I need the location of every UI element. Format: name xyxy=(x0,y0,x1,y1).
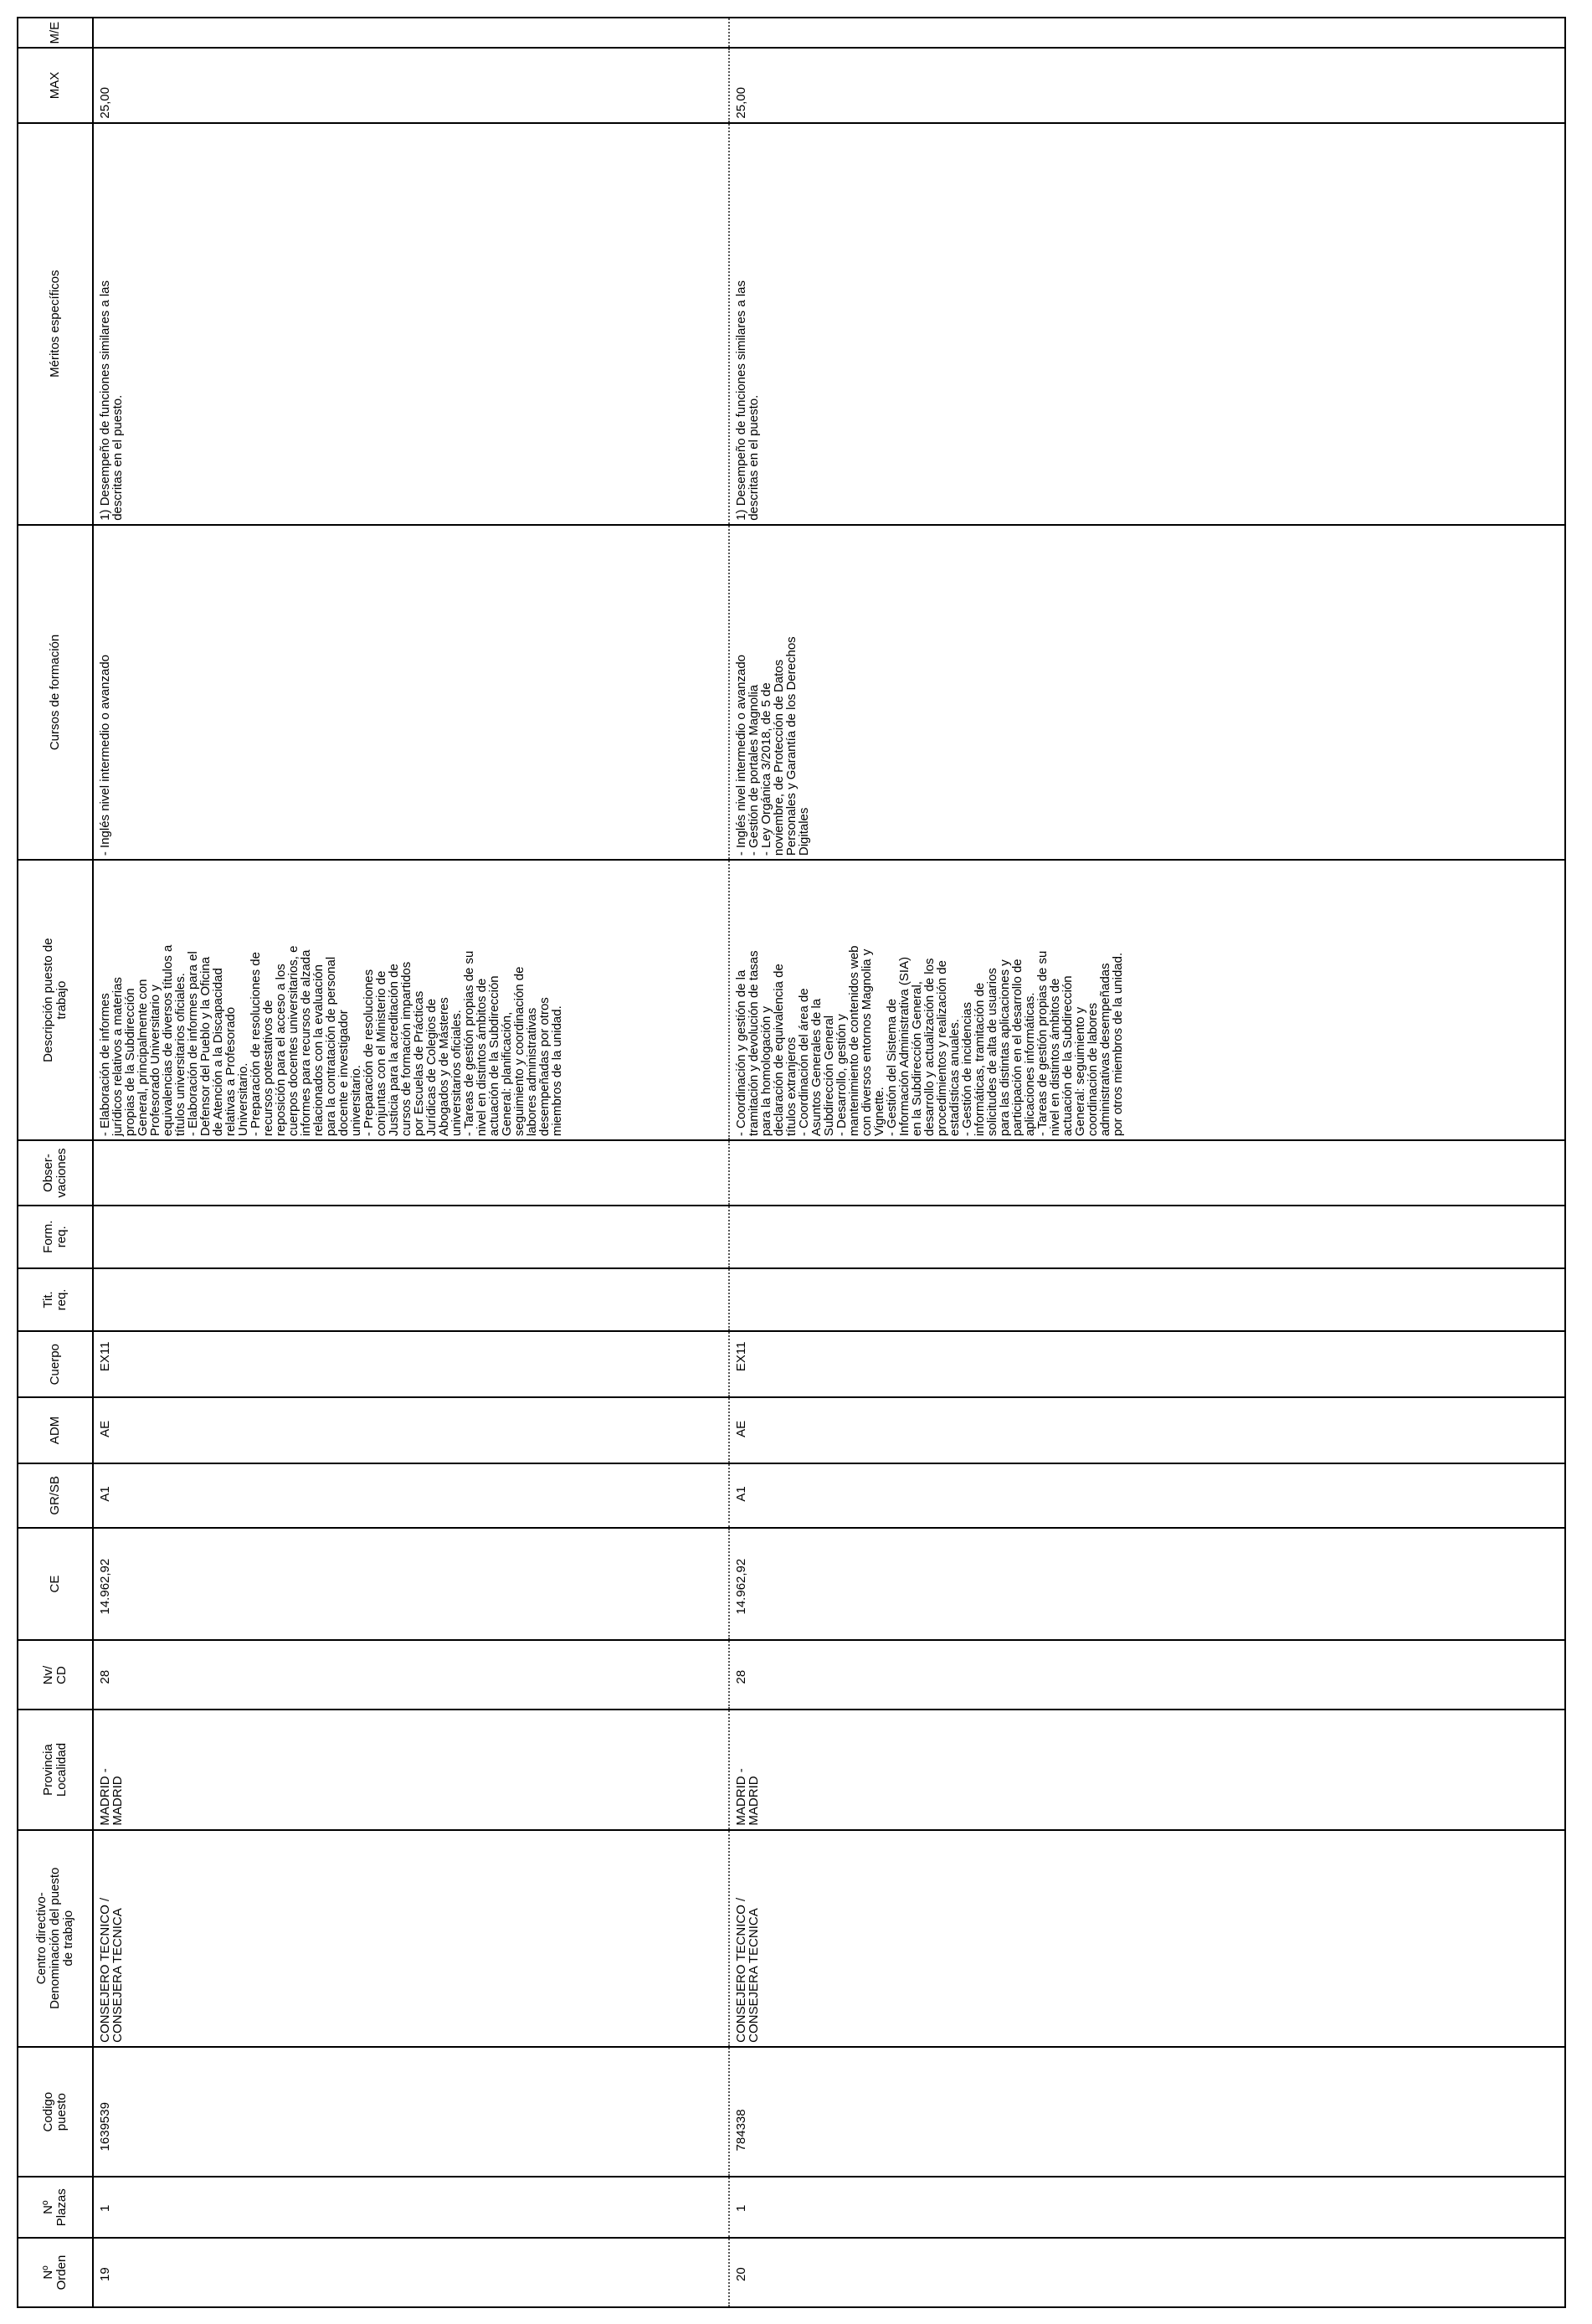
cell-titulacion xyxy=(93,1268,729,1332)
cell-titulacion xyxy=(729,1268,1565,1332)
header-orden: Nº Orden xyxy=(18,2238,93,2307)
cell-orden: 20 xyxy=(729,2238,1565,2307)
table-row xyxy=(729,18,1565,2307)
cell-provincia: MADRID - MADRID xyxy=(729,1710,1565,1829)
header-formacion: Form. req. xyxy=(18,1206,93,1268)
cell-provincia: MADRID - MADRID xyxy=(93,1710,729,1829)
cell-cuerpo: EX11 xyxy=(729,1331,1565,1397)
cell-grupo: A1 xyxy=(93,1463,729,1528)
cell-centro: CONSEJERO TECNICO / CONSEJERA TECNICA xyxy=(729,1830,1565,2047)
cell-descripcion: - Elaboración de informes jurídicos relativos a materias propias de la Subdirección General, principalmente con Profesorado Universitario y equivalencias de diversos títulos a títulos universitarios oficiales. - Elaboración de informes para el Defensor del Pueblo y la Oficina de Atención a la Discapacidad relativas a Profesorado Universitario. - Preparación de resoluciones de recursos potestativos de reposición para el acceso a los cuerpos docentes universitarios, e informes para recursos de alzada relacionados con la evaluación para la contratación de personal docente e investigador universitario. - Preparación de resoluciones conjuntas con el Ministerio de Justicia para la acreditación de cursos de formación impartidos por Escuelas de Prácticas Jurídicas de Colegios de Abogados y de Másteres universitarios oficiales. - Tareas de gestión propias de su nivel en distintos ámbitos de actuación de la Subdirección General: planificación, seguimiento y coordinación de labores administrativas desempeñadas por otros miembros de la unidad. xyxy=(93,860,729,1140)
header-grupo: GR/SB xyxy=(18,1463,93,1528)
cell-ce: 14.962,92 xyxy=(93,1528,729,1641)
cell-adm: AE xyxy=(93,1397,729,1463)
cell-cursos: - Inglés nivel intermedio o avanzado xyxy=(93,525,729,860)
cell-plazas: 1 xyxy=(729,2177,1565,2238)
cell-cursos: - Inglés nivel intermedio o avanzado - Gestión de portales Magnolia - Ley Orgánica 3/2018, de 5 de noviembre, de Protección de Datos Personales y Garantía de los Derechos Digitales xyxy=(729,525,1565,860)
cell-me xyxy=(729,18,1565,48)
cell-adm: AE xyxy=(729,1397,1565,1463)
cell-nivel: 28 xyxy=(93,1641,729,1710)
header-provincia: Provincia Localidad xyxy=(18,1710,93,1829)
header-nivel: Nv/ CD xyxy=(18,1641,93,1710)
cell-formacion xyxy=(729,1206,1565,1268)
cell-descripcion: - Coordinación y gestión de la tramitación y devolución de tasas para la homologación y declaración de equivalencia de títulos extranjeros - Coordinación del área de Asuntos Generales de la Subdirección General - Desarrollo, gestión y mantenimiento de contenidos web con diversos entornos Magnolia y Vignette. - Gestión del Sistema de Información Administrativa (SIA) en la Subdirección General, desarrollo y actualización de los procedimientos y realización de estadísticas anuales. - Gestión de incidencias informáticas, tramitación de solicitudes de alta de usuarios para las distintas aplicaciones y participación en el desarrollo de aplicaciones informáticas. - Tareas de gestión propias de su nivel en distintos ámbitos de actuación de la Subdirección General: seguimiento y coordinación de labores administrativas desempeñadas por otros miembros de la unidad. xyxy=(729,860,1565,1140)
rotated-document-page xyxy=(17,17,1574,2308)
cell-centro: CONSEJERO TECNICO / CONSEJERA TECNICA xyxy=(93,1830,729,2047)
header-cursos: Cursos de formación xyxy=(18,525,93,860)
cell-codigo: 1639539 xyxy=(93,2047,729,2177)
table-row xyxy=(93,18,729,2307)
cell-grupo: A1 xyxy=(729,1463,1565,1528)
job-positions-table xyxy=(17,17,1566,2308)
header-plazas: Nº Plazas xyxy=(18,2177,93,2238)
header-ce: CE xyxy=(18,1528,93,1641)
cell-nivel: 28 xyxy=(729,1641,1565,1710)
header-observaciones: Obser- vaciones xyxy=(18,1140,93,1206)
cell-cuerpo: EX11 xyxy=(93,1331,729,1397)
cell-orden: 19 xyxy=(93,2238,729,2307)
cell-ce: 14.962,92 xyxy=(729,1528,1565,1641)
cell-codigo: 784338 xyxy=(729,2047,1565,2177)
header-centro: Centro directivo- Denominación del puesto de trabajo xyxy=(18,1830,93,2047)
header-codigo: Codigo puesto xyxy=(18,2047,93,2177)
header-titulacion: Tit. req. xyxy=(18,1268,93,1332)
header-meritos: Méritos específicos xyxy=(18,123,93,525)
cell-plazas: 1 xyxy=(93,2177,729,2238)
cell-formacion xyxy=(93,1206,729,1268)
cell-meritos: 1) Desempeño de funciones similares a las descritas en el puesto. xyxy=(729,123,1565,525)
cell-observaciones xyxy=(729,1140,1565,1206)
table-header-row xyxy=(18,18,93,2307)
header-descripcion: Descripción puesto de trabajo xyxy=(18,860,93,1140)
cell-observaciones xyxy=(93,1140,729,1206)
header-max: MAX xyxy=(18,48,93,122)
header-cuerpo: Cuerpo xyxy=(18,1331,93,1397)
cell-max: 25,00 xyxy=(93,48,729,122)
cell-me xyxy=(93,18,729,48)
header-adm: ADM xyxy=(18,1397,93,1463)
cell-meritos: 1) Desempeño de funciones similares a las descritas en el puesto. xyxy=(93,123,729,525)
header-me: M/E xyxy=(18,18,93,48)
cell-max: 25,00 xyxy=(729,48,1565,122)
